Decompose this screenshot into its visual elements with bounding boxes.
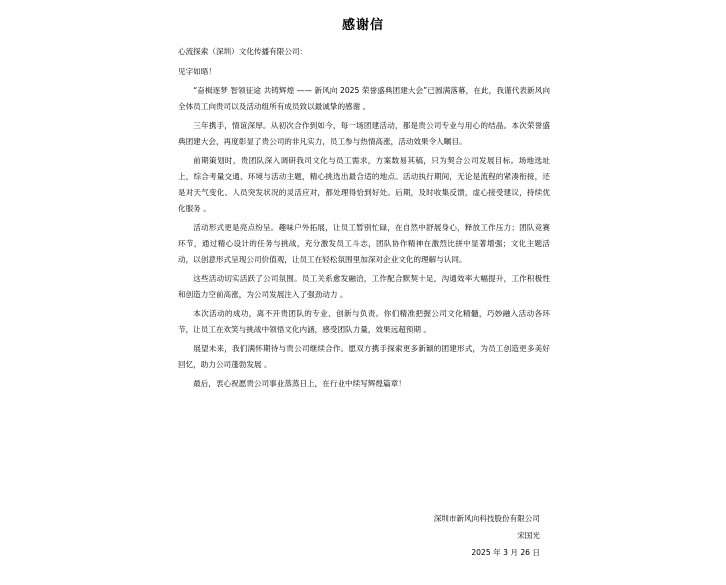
- paragraph-2: 三年携手，情谊深厚。从初次合作到如今，每一场团建活动，都是贵公司专业与用心的结晶。本次荣誉盛典团建大会，再度彰显了贵公司的非凡实力，员工参与热情高涨，活动效果令人瞩目。: [178, 121, 550, 146]
- signature-block: [434, 510, 540, 561]
- paragraph-5: 这些活动切实活跃了公司氛围。员工关系愈发融洽，工作配合默契十足，沟通效率大幅提升，工作积极性和创造力空前高涨，为公司发展注入了强劲动力 。: [178, 274, 550, 299]
- letter-body: [178, 44, 550, 392]
- paragraph-6: 本次活动的成功，离不开贵团队的专业、创新与负责。你们精准把握公司文化精髓，巧妙融入活动各环节，让员工在欢笑与挑战中领悟文化内涵，感受团队力量，效果远超预期 。: [178, 309, 550, 334]
- paragraph-7: 展望未来，我们满怀期待与贵公司继续合作。愿双方携手探索更多新颖的团建形式，为员工创造更多美好回忆，助力公司蓬勃发展 。: [178, 344, 550, 369]
- paragraph-1: “奋楫逐梦 智领征途 共铸辉煌 —— 新风向 2025 荣誉盛典团建大会”已圆满落幕，在此，我谨代表新风向全体员工向贵司以及活动组所有成员致以最诚挚的感谢 。: [178, 86, 550, 111]
- paragraph-8: 最后，衷心祝愿贵公司事业蒸蒸日上，在行业中续写辉煌篇章！: [193, 379, 406, 388]
- paragraph-4: 活动形式更是亮点纷呈。趣味户外拓展，让员工暂别忙碌，在自然中舒展身心，释放工作压力；团队竞赛环节，通过精心设计的任务与挑战，充分激发员工斗志，团队协作精神在激烈比拼中显著增强；文化主题活动，以创意形式呈现公司价值观，让员工在轻松氛围里加深对企业文化的理解与认同。: [178, 223, 550, 264]
- greeting-line: 见字如晤！: [178, 67, 216, 76]
- signature-company: 深圳市新风向科技股份有限公司: [433, 514, 540, 523]
- recipient-line: 心流探索（深圳）文化传播有限公司：: [178, 47, 308, 56]
- signature-date: 2025 年 3 月 26 日: [471, 548, 540, 557]
- signature-name: 宋国光: [517, 531, 540, 540]
- letter-title: 感谢信: [341, 18, 384, 33]
- paragraph-3: 前期策划时，贵团队深入调研我司文化与员工需求，方案数易其稿，只为契合公司发展目标。场地选址上，综合考量交通、环境与活动主题，精心挑选出最合适的地点。活动执行期间，无论是流程的紧凑衔接，还是对天气变化、人员突发状况的灵活应对，都处理得恰到好处。后期，及时收集反馈，虚心接受建议，持续优化服务 。: [178, 156, 550, 213]
